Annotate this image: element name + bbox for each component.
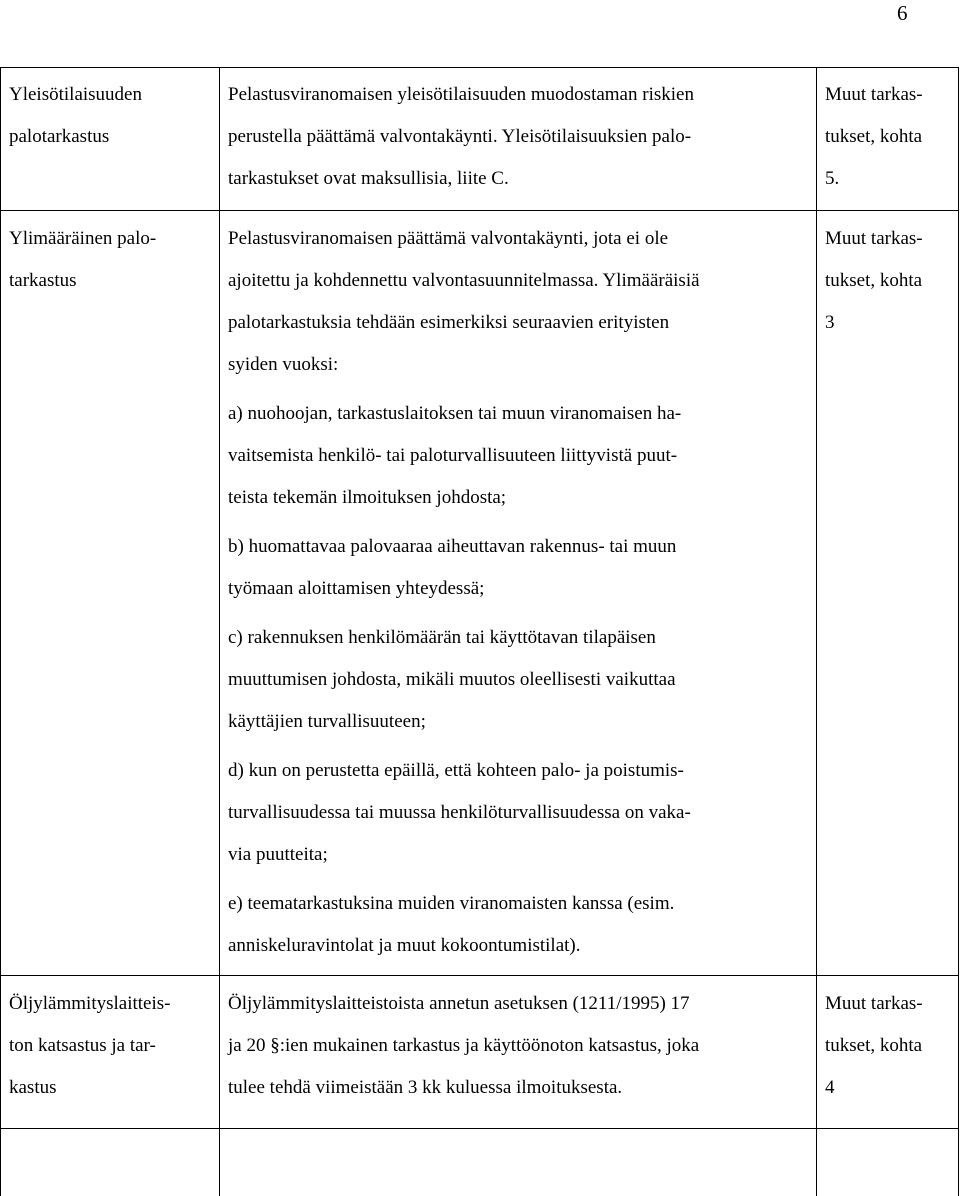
description-paragraph <box>228 218 700 386</box>
description-paragraph <box>228 883 700 967</box>
text-line: käyttäjien turvallisuuteen; <box>228 711 426 732</box>
text-line: teista tekemän ilmoituksen johdosta; <box>228 487 507 508</box>
description-paragraph <box>228 393 700 519</box>
text-line: työmaan aloittamisen yhteydessä; <box>228 578 485 599</box>
inspection-type-cell <box>9 218 156 302</box>
paragraph-gap <box>228 610 700 617</box>
text-line: tukset, kohta <box>825 1035 923 1056</box>
paragraph-gap <box>228 386 700 393</box>
text-line: Pelastusviranomaisen yleisötilaisuuden muodostaman riskien <box>228 84 694 105</box>
text-line: c) rakennuksen henkilömäärän tai käyttötavan tilapäisen <box>228 627 656 648</box>
text-line: 5. <box>825 168 840 189</box>
text-line: tarkastukset ovat maksullisia, liite C. <box>228 168 509 189</box>
text-line: perustella päättämä valvontakäynti. Yleisötilaisuuksien palo- <box>228 126 692 147</box>
text-line: palotarkastus <box>9 126 110 147</box>
table-border-left <box>0 67 1 1196</box>
paragraph-gap <box>228 743 700 750</box>
text-line: via puutteita; <box>228 844 328 865</box>
text-line: tukset, kohta <box>825 270 923 291</box>
text-line: Ylimääräinen palo- <box>9 228 157 249</box>
text-line: d) kun on perustetta epäillä, että kohteen palo- ja poistumis- <box>228 760 684 781</box>
text-line: turvallisuudessa tai muussa henkilöturvallisuudessa on vaka- <box>228 802 691 823</box>
text-line: Öljylämmityslaitteis- <box>9 993 171 1014</box>
description-cell <box>228 983 699 1109</box>
text-line: 3 <box>825 312 835 333</box>
column-divider <box>816 67 817 1196</box>
text-line: 4 <box>825 1077 835 1098</box>
description-paragraph <box>228 74 694 200</box>
text-line: palotarkastuksia tehdään esimerkiksi seuraavien erityisten <box>228 312 670 333</box>
description-cell <box>228 74 694 200</box>
text-line: tukset, kohta <box>825 126 923 147</box>
text-line: e) teematarkastuksina muiden viranomaisten kanssa (esim. <box>228 893 675 914</box>
table-border-right <box>958 67 959 1196</box>
text-line: vaitsemista henkilö- tai paloturvallisuuteen liittyvistä puut- <box>228 445 678 466</box>
description-paragraph <box>228 526 700 610</box>
text-line: Pelastusviranomaisen päättämä valvontakäynti, jota ei ole <box>228 228 669 249</box>
reference-cell <box>825 74 923 200</box>
text-line: Muut tarkas- <box>825 228 923 249</box>
inspection-type-cell <box>9 74 142 158</box>
column-divider <box>219 67 220 1196</box>
reference-cell <box>825 983 923 1109</box>
description-paragraph <box>228 750 700 876</box>
page-number: 6 <box>897 1 908 25</box>
text-line: b) huomattavaa palovaaraa aiheuttavan rakennus- tai muun <box>228 536 677 557</box>
text-line: Öljylämmityslaitteistoista annetun asetuksen (1211/1995) 17 <box>228 993 690 1014</box>
text-line: tulee tehdä viimeistään 3 kk kuluessa ilmoituksesta. <box>228 1077 623 1098</box>
text-line: Muut tarkas- <box>825 84 923 105</box>
description-cell <box>228 218 700 967</box>
text-line: ajoitettu ja kohdennettu valvontasuunnitelmassa. Ylimääräisiä <box>228 270 700 291</box>
description-paragraph <box>228 617 700 743</box>
text-line: ton katsastus ja tar- <box>9 1035 156 1056</box>
inspection-type-cell <box>9 983 170 1109</box>
text-line: syiden vuoksi: <box>228 354 339 375</box>
text-line: a) nuohoojan, tarkastuslaitoksen tai muun viranomaisen ha- <box>228 403 682 424</box>
paragraph-gap <box>228 519 700 526</box>
text-line: kastus <box>9 1077 57 1098</box>
text-line: ja 20 §:ien mukainen tarkastus ja käyttöönoton katsastus, joka <box>228 1035 700 1056</box>
text-line: muuttumisen johdosta, mikäli muutos oleellisesti vaikuttaa <box>228 669 676 690</box>
description-paragraph <box>228 983 699 1109</box>
text-line: anniskeluravintolat ja muut kokoontumistilat). <box>228 935 581 956</box>
text-line: Yleisötilaisuuden <box>9 84 142 105</box>
reference-cell <box>825 218 923 344</box>
text-line: Muut tarkas- <box>825 993 923 1014</box>
text-line: tarkastus <box>9 270 77 291</box>
paragraph-gap <box>228 876 700 883</box>
